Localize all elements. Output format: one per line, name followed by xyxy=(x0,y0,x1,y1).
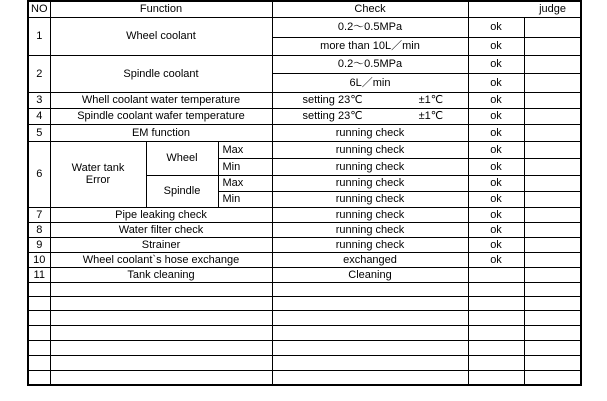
setting-value: setting 23℃ xyxy=(302,110,363,122)
row-function: Strainer xyxy=(50,237,272,252)
header-no: NO xyxy=(28,1,50,17)
row-judge-extra xyxy=(524,222,581,237)
row-check: 0.2～0.5MPa xyxy=(272,17,468,37)
table-row xyxy=(28,17,581,37)
row-function: Water filter check xyxy=(50,222,272,237)
row-judge-extra xyxy=(524,207,581,222)
max-label: Max xyxy=(218,175,272,191)
empty-cell xyxy=(272,370,468,385)
header-row xyxy=(28,1,581,17)
row-judge: ok xyxy=(468,237,524,252)
empty-cell xyxy=(50,282,272,296)
empty-cell xyxy=(272,296,468,310)
empty-cell xyxy=(468,310,524,325)
row-check xyxy=(272,92,468,108)
empty-cell xyxy=(524,355,581,370)
empty-cell xyxy=(272,340,468,355)
wheel-label: Wheel xyxy=(146,141,218,175)
row-check: more than 10L／min xyxy=(272,37,468,55)
row-no: 3 xyxy=(28,92,50,108)
header-judge: judge xyxy=(468,1,581,17)
empty-cell xyxy=(468,370,524,385)
empty-cell xyxy=(272,282,468,296)
row-function: Wheel coolant`s hose exchange xyxy=(50,252,272,267)
empty-cell xyxy=(28,355,50,370)
empty-cell xyxy=(50,310,272,325)
empty-cell xyxy=(524,325,581,340)
empty-cell xyxy=(50,325,272,340)
row-judge-extra xyxy=(524,237,581,252)
empty-cell xyxy=(524,370,581,385)
row-function: Wheel coolant xyxy=(50,17,272,55)
row-judge: ok xyxy=(468,17,524,37)
row-judge: ok xyxy=(468,124,524,141)
table-row xyxy=(28,222,581,237)
spindle-label: Spindle xyxy=(146,175,218,207)
table-row xyxy=(28,237,581,252)
empty-cell xyxy=(468,296,524,310)
row-judge: ok xyxy=(468,55,524,73)
min-label: Min xyxy=(218,191,272,207)
row-judge: ok xyxy=(468,252,524,267)
empty-cell xyxy=(524,310,581,325)
row-check: running check xyxy=(272,237,468,252)
row-judge-extra xyxy=(524,37,581,55)
row-judge-extra xyxy=(524,108,581,124)
row-check: Cleaning xyxy=(272,267,468,282)
water-tank-error-label: Water tank Error xyxy=(50,141,146,207)
row-check: running check xyxy=(272,191,468,207)
table-row xyxy=(28,55,581,73)
inspection-sheet-main xyxy=(27,0,582,386)
row-no: 9 xyxy=(28,237,50,252)
row-check: 0.2～0.5MPa xyxy=(272,55,468,73)
row-function: Pipe leaking check xyxy=(50,207,272,222)
row-check: running check xyxy=(272,207,468,222)
empty-cell xyxy=(28,296,50,310)
empty-cell xyxy=(50,296,272,310)
row-judge-extra xyxy=(524,158,581,175)
table-row xyxy=(28,124,581,141)
empty-cell xyxy=(50,355,272,370)
empty-cell xyxy=(524,282,581,296)
empty-cell xyxy=(468,325,524,340)
row-judge-extra xyxy=(524,191,581,207)
empty-row xyxy=(28,370,581,385)
row-function: Spindle coolant xyxy=(50,55,272,92)
table-row xyxy=(28,252,581,267)
row-no: 2 xyxy=(28,55,50,92)
row-no: 5 xyxy=(28,124,50,141)
row-check: running check xyxy=(272,222,468,237)
row-check: exchanged xyxy=(272,252,468,267)
row-no: 7 xyxy=(28,207,50,222)
empty-row xyxy=(28,325,581,340)
row-check: 6L／min xyxy=(272,73,468,92)
empty-cell xyxy=(28,310,50,325)
row-judge-extra xyxy=(524,55,581,73)
row-no: 11 xyxy=(28,267,50,282)
empty-cell xyxy=(28,282,50,296)
table-row xyxy=(28,267,581,282)
row-no: 4 xyxy=(28,108,50,124)
row-check: running check xyxy=(272,158,468,175)
table-row xyxy=(28,141,581,158)
row-function: Whell coolant water temperature xyxy=(50,92,272,108)
row-judge-extra xyxy=(524,92,581,108)
empty-cell xyxy=(28,370,50,385)
row-function: Spindle coolant wafer temperature xyxy=(50,108,272,124)
empty-cell xyxy=(50,340,272,355)
header-check: Check xyxy=(272,1,468,17)
row-judge: ok xyxy=(468,73,524,92)
max-label: Max xyxy=(218,141,272,158)
header-function: Function xyxy=(50,1,272,17)
empty-cell xyxy=(468,355,524,370)
row-no: 10 xyxy=(28,252,50,267)
row-judge-extra xyxy=(524,252,581,267)
row-judge: ok xyxy=(468,108,524,124)
empty-cell xyxy=(50,370,272,385)
setting-value: setting 23℃ xyxy=(302,94,363,106)
table-row xyxy=(28,108,581,124)
row-judge-extra xyxy=(524,124,581,141)
row-judge: ok xyxy=(468,207,524,222)
row-judge xyxy=(468,267,524,282)
empty-row xyxy=(28,355,581,370)
row-judge-extra xyxy=(524,267,581,282)
row-judge: ok xyxy=(468,92,524,108)
empty-row xyxy=(28,296,581,310)
row-check: running check xyxy=(272,124,468,141)
row-judge-extra xyxy=(524,73,581,92)
empty-cell xyxy=(272,310,468,325)
empty-cell xyxy=(524,340,581,355)
empty-cell xyxy=(28,325,50,340)
empty-cell xyxy=(468,340,524,355)
row-judge: ok xyxy=(468,158,524,175)
row-judge-extra xyxy=(524,141,581,158)
empty-cell xyxy=(272,355,468,370)
row-function: EM function xyxy=(50,124,272,141)
tolerance-value: ±1℃ xyxy=(418,110,444,122)
empty-cell xyxy=(468,282,524,296)
empty-row xyxy=(28,310,581,325)
row-judge-extra xyxy=(524,175,581,191)
table-row xyxy=(28,92,581,108)
row-judge: ok xyxy=(468,37,524,55)
row-check: running check xyxy=(272,141,468,158)
empty-cell xyxy=(524,296,581,310)
empty-cell xyxy=(272,325,468,340)
empty-cell xyxy=(28,340,50,355)
row-no: 1 xyxy=(28,17,50,55)
tolerance-value: ±1℃ xyxy=(418,94,444,106)
row-no: 6 xyxy=(28,141,50,207)
row-judge: ok xyxy=(468,141,524,158)
row-judge: ok xyxy=(468,222,524,237)
inspection-grid xyxy=(27,0,582,386)
row-judge: ok xyxy=(468,191,524,207)
row-check xyxy=(272,108,468,124)
min-label: Min xyxy=(218,158,272,175)
row-function: Tank cleaning xyxy=(50,267,272,282)
row-judge-extra xyxy=(524,17,581,37)
empty-row xyxy=(28,282,581,296)
table-row xyxy=(28,207,581,222)
row-check: running check xyxy=(272,175,468,191)
row-judge: ok xyxy=(468,175,524,191)
row-no: 8 xyxy=(28,222,50,237)
empty-row xyxy=(28,340,581,355)
